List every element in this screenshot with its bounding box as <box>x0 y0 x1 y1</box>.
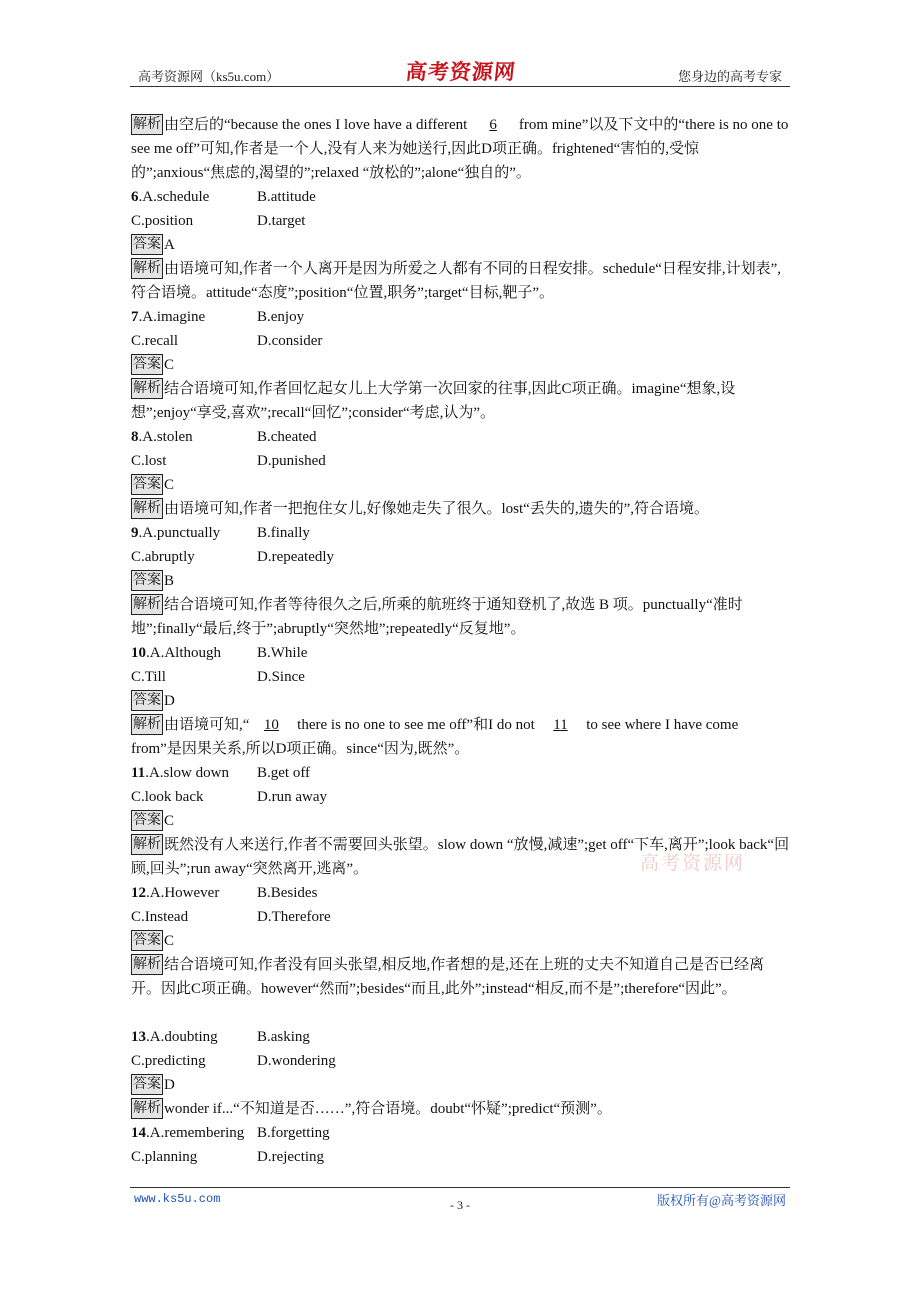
analysis-text: 由语境可知,作者一把抱住女儿,好像她走失了很久。lost“丢失的,遗失的”,符合语境。 <box>164 501 709 517</box>
answer-10 <box>131 689 791 713</box>
analysis-label: 解析 <box>131 114 163 135</box>
answer-label: 答案 <box>131 690 163 711</box>
option-a: .A.imagine <box>138 309 206 325</box>
question-13-row-2 <box>131 1049 791 1073</box>
analysis-label: 解析 <box>131 1098 163 1119</box>
question-6-row-1 <box>131 185 791 209</box>
option-d: D.Therefore <box>257 909 331 925</box>
answer-label: 答案 <box>131 1074 163 1095</box>
blank-6: 6 <box>489 117 497 133</box>
answer-value: C <box>164 813 175 829</box>
analysis-5 <box>131 113 791 185</box>
answer-label: 答案 <box>131 930 163 951</box>
page-header <box>130 56 790 86</box>
option-b: B.While <box>257 645 308 661</box>
footer-copyright-link[interactable]: 版权所有@高考资源网 <box>657 1193 786 1208</box>
option-c: C.recall <box>131 333 179 349</box>
question-12-row-1 <box>131 881 791 905</box>
analysis-label: 解析 <box>131 258 163 279</box>
analysis-label: 解析 <box>131 954 163 975</box>
question-11-row-2 <box>131 785 791 809</box>
answer-label: 答案 <box>131 570 163 591</box>
analysis-8 <box>131 497 791 521</box>
answer-value: D <box>164 693 175 709</box>
question-9-row-1 <box>131 521 791 545</box>
question-8-row-2 <box>131 449 791 473</box>
option-a: .A.remembering <box>146 1125 245 1141</box>
option-b: B.cheated <box>257 429 317 445</box>
question-7-row-1 <box>131 305 791 329</box>
footer-divider <box>130 1187 790 1188</box>
analysis-6 <box>131 257 791 305</box>
analysis-text: 由语境可知,“ <box>164 717 250 733</box>
option-c: C.position <box>131 213 194 229</box>
analysis-text: 结合语境可知,作者没有回头张望,相反地,作者想的是,还在上班的丈夫不知道自己是否已经离开。因此C项正确。however“然而”;besides“而且,此外”;instead“相反,而不是”;therefore“因此”。 <box>131 957 765 997</box>
option-a: .A.doubting <box>146 1029 218 1045</box>
question-12-row-2 <box>131 905 791 929</box>
question-7-row-2 <box>131 329 791 353</box>
analysis-13 <box>131 1097 791 1121</box>
question-number: 12 <box>131 885 146 901</box>
option-a: .A.However <box>146 885 220 901</box>
option-d: D.rejecting <box>257 1149 325 1165</box>
analysis-label: 解析 <box>131 714 163 735</box>
answer-11 <box>131 809 791 833</box>
answer-value: A <box>164 237 175 253</box>
option-d: D.wondering <box>257 1053 336 1069</box>
question-number: 7 <box>131 309 139 325</box>
blank-11: 11 <box>553 717 568 733</box>
answer-label: 答案 <box>131 234 163 255</box>
option-d: D.punished <box>257 453 326 469</box>
option-b: B.attitude <box>257 189 316 205</box>
option-a: .A.slow down <box>145 765 229 781</box>
analysis-text: wonder if...“不知道是否……”,符合语境。doubt“怀疑”;predict“预测”。 <box>164 1101 612 1117</box>
answer-8 <box>131 473 791 497</box>
analysis-text-end: to see where I have come from”是因果关系,所以D项正确。since“因为,既然”。 <box>131 717 739 757</box>
analysis-text: 既然没有人来送行,作者不需要回头张望。slow down “放慢,减速”;get off“下车,离开”;look back“回顾,回头”;run away“突然离开,逃离”。 <box>131 837 790 877</box>
answer-7 <box>131 353 791 377</box>
option-b: B.asking <box>257 1029 310 1045</box>
header-logo: 高考资源网 <box>404 60 518 84</box>
analysis-label: 解析 <box>131 834 163 855</box>
answer-value: C <box>164 357 175 373</box>
option-a: .A.stolen <box>138 429 193 445</box>
question-8-row-1 <box>131 425 791 449</box>
option-c: C.look back <box>131 789 204 805</box>
answer-12 <box>131 929 791 953</box>
analysis-text: 结合语境可知,作者回忆起女儿上大学第一次回家的往事,因此C项正确。imagine“想象,设想”;enjoy“享受,喜欢”;recall“回忆”;consider“考虑,认为”。 <box>131 381 736 421</box>
analysis-text: 由空后的“because the ones I love have a different <box>164 117 472 133</box>
option-b: B.finally <box>257 525 310 541</box>
analysis-label: 解析 <box>131 594 163 615</box>
answer-9 <box>131 569 791 593</box>
question-14-row-1 <box>131 1121 791 1145</box>
question-number: 8 <box>131 429 139 445</box>
option-d: D.run away <box>257 789 327 805</box>
question-number: 6 <box>131 189 139 205</box>
document-body <box>131 113 791 1169</box>
question-10-row-2 <box>131 665 791 689</box>
question-14-row-2 <box>131 1145 791 1169</box>
question-number: 9 <box>131 525 139 541</box>
analysis-10 <box>131 713 791 761</box>
page-number: - 3 - <box>450 1198 470 1212</box>
question-number: 11 <box>131 765 146 781</box>
analysis-9 <box>131 593 791 641</box>
header-site-name: 高考资源网（ks5u.com） <box>138 69 280 84</box>
answer-6 <box>131 233 791 257</box>
question-number: 13 <box>131 1029 146 1045</box>
answer-value: C <box>164 933 175 949</box>
option-c: C.abruptly <box>131 549 195 565</box>
option-c: C.Instead <box>131 909 189 925</box>
answer-value: C <box>164 477 175 493</box>
analysis-text: 结合语境可知,作者等待很久之后,所乘的航班终于通知登机了,故选 B 项。punctually“准时地”;finally“最后,终于”;abruptly“突然地”;repeatedly“反复地”。 <box>131 597 743 637</box>
answer-value: D <box>164 1077 175 1093</box>
question-6-row-2 <box>131 209 791 233</box>
option-d: D.consider <box>257 333 323 349</box>
analysis-label: 解析 <box>131 378 163 399</box>
option-a: .A.Although <box>146 645 221 661</box>
analysis-text-mid: there is no one to see me off”和I do not <box>293 717 539 733</box>
option-a: .A.schedule <box>138 189 210 205</box>
option-a: .A.punctually <box>138 525 221 541</box>
answer-label: 答案 <box>131 474 163 495</box>
option-d: D.Since <box>257 669 305 685</box>
analysis-text: 由语境可知,作者一个人离开是因为所爱之人都有不同的日程安排。schedule“日程安排,计划表”,符合语境。attitude“态度”;position“位置,职务”;target“目标,靶子”。 <box>131 261 782 301</box>
option-d: D.repeatedly <box>257 549 335 565</box>
option-c: C.predicting <box>131 1053 206 1069</box>
question-13-row-1 <box>131 1025 791 1049</box>
option-b: B.get off <box>257 765 311 781</box>
option-b: B.forgetting <box>257 1125 330 1141</box>
question-10-row-1 <box>131 641 791 665</box>
analysis-7 <box>131 377 791 425</box>
option-b: B.enjoy <box>257 309 305 325</box>
question-number: 10 <box>131 645 146 661</box>
option-c: C.Till <box>131 669 166 685</box>
answer-label: 答案 <box>131 810 163 831</box>
option-d: D.target <box>257 213 306 229</box>
question-number: 14 <box>131 1125 146 1141</box>
footer-website-link[interactable]: www.ks5u.com <box>134 1192 221 1206</box>
analysis-12 <box>131 953 791 1025</box>
analysis-text-continued: from mine”以及下文中的“there is no one to see me off”可知,作者是一个人,没有人来为她送行,因此D项正确。frightened“害怕的,受惊的”;anxious“焦虑的,渴望的”;relaxed “放松的”;alone“独自的”。 <box>131 117 789 181</box>
blank-10: 10 <box>263 717 279 733</box>
header-divider <box>130 86 790 87</box>
option-c: C.lost <box>131 453 167 469</box>
option-c: C.planning <box>131 1149 198 1165</box>
header-slogan: 您身边的高考专家 <box>677 69 782 84</box>
analysis-label: 解析 <box>131 498 163 519</box>
answer-value: B <box>164 573 175 589</box>
option-b: B.Besides <box>257 885 318 901</box>
answer-13 <box>131 1073 791 1097</box>
question-9-row-2 <box>131 545 791 569</box>
question-11-row-1 <box>131 761 791 785</box>
answer-label: 答案 <box>131 354 163 375</box>
watermark: 高考资源网 <box>640 852 746 874</box>
